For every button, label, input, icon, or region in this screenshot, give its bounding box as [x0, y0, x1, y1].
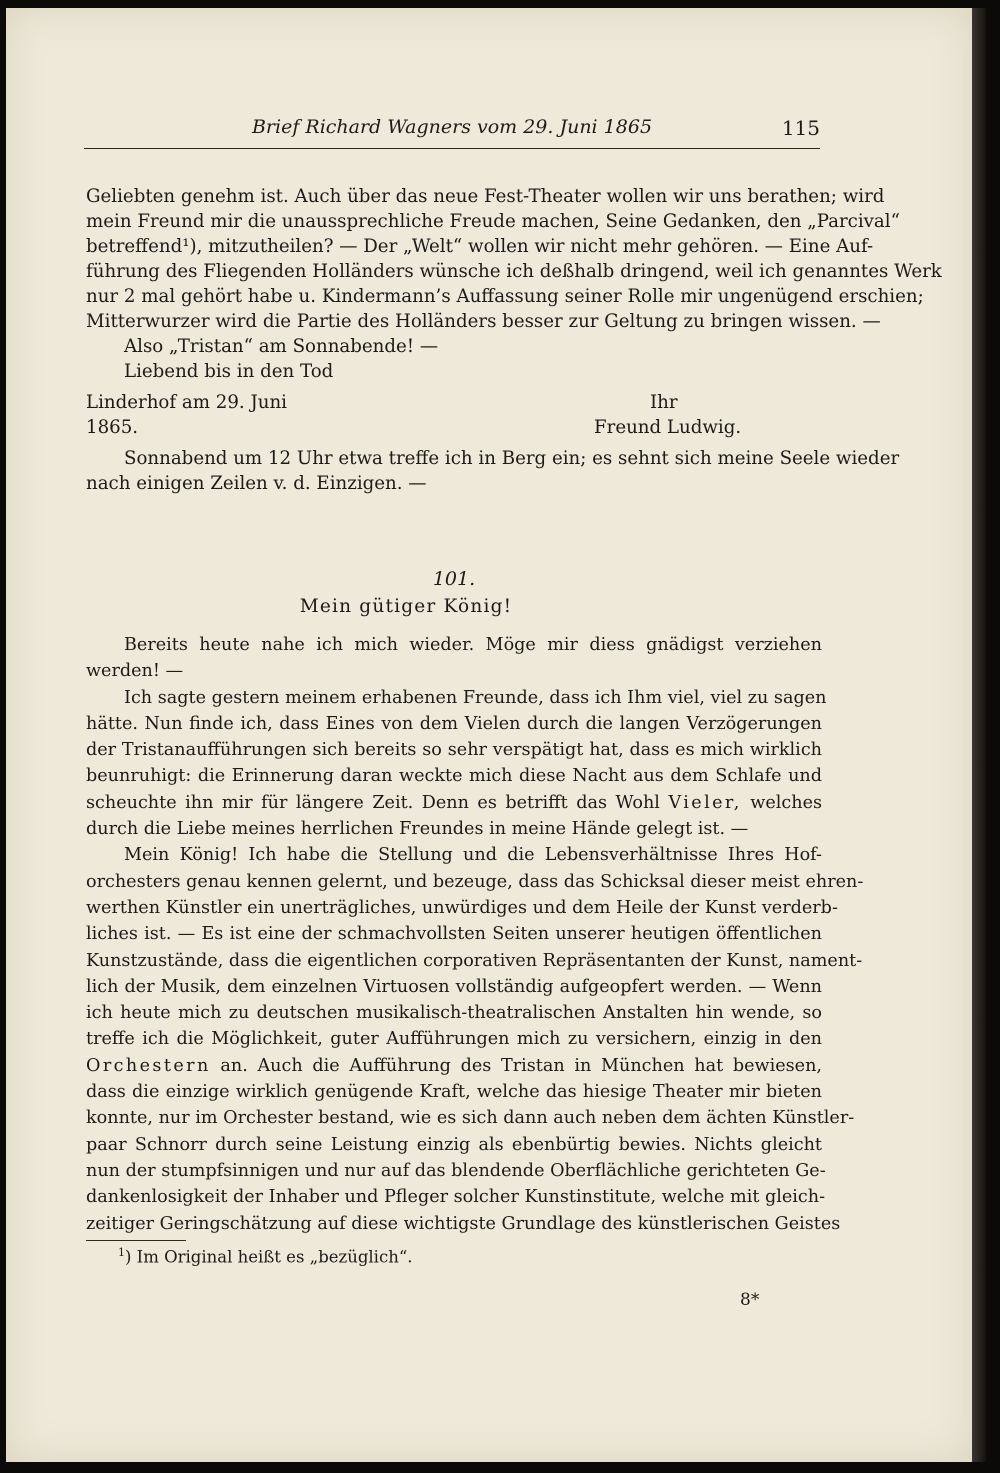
letter-number: 101.: [432, 568, 476, 590]
printer-signature-mark: 8*: [740, 1290, 760, 1310]
text-line: liches ist. — Es ist eine der schmachvollsten Seiten unserer heutigen öffentlichen: [86, 924, 822, 945]
place-date-row: [86, 390, 822, 415]
text-line: durch die Liebe meines herrlichen Freundes in meine Hände gelegt ist. —: [86, 819, 749, 840]
text-line: Geliebten genehm ist. Auch über das neue Fest-Theater wollen wir uns berathen; wird: [86, 186, 885, 207]
king-letter: [86, 184, 942, 496]
signature-name: Freund Ludwig.: [594, 417, 742, 438]
text-line: nun der stumpfsinnigen und nur auf das blendende Oberflächliche gerichteten Ge-: [86, 1160, 826, 1181]
running-header: [84, 114, 820, 149]
page-edge: [972, 8, 986, 1462]
wagner-letter: [86, 632, 864, 1237]
text-line: führung des Fliegenden Holländers wünsche ich deßhalb dringend, weil ich genanntes Werk: [86, 261, 942, 282]
page-number: 115: [781, 116, 820, 140]
footnote-text: ) Im Original heißt es „bezüglich“.: [125, 1247, 413, 1267]
place-date: Linderhof am 29. Juni: [86, 392, 287, 413]
text-line: paar Schnorr durch seine Leistung einzig als ebenbürtig bewies. Nichts gleicht: [86, 1134, 822, 1155]
closing-line: Liebend bis in den Tod: [124, 361, 334, 382]
text-line: werden! —: [86, 661, 184, 682]
closing-line: Also „Tristan“ am Sonnabende! —: [124, 336, 439, 357]
text-run: an. Auch die Aufführung des Tristan in München hat bewiesen,: [220, 1055, 822, 1076]
text-run: scheuchte ihn mir für längere Zeit. Denn es betrifft das Wohl: [86, 792, 660, 813]
emphasis-spaced: Orchestern: [86, 1055, 211, 1076]
text-line: der Tristanaufführungen sich bereits so sehr verspätigt hat, dass es mich wirklich: [86, 740, 822, 761]
text-line: [86, 1053, 822, 1079]
text-line: dass die einzige wirklich genügende Kraft, welche das hiesige Theater mir bieten: [86, 1082, 822, 1103]
text-line: Ich sagte gestern meinem erhabenen Freunde, dass ich Ihm viel, viel zu sagen: [124, 687, 827, 708]
text-line: hätte. Nun finde ich, dass Eines von dem Vielen durch die langen Verzögerungen: [86, 713, 822, 734]
text-line: Mein König! Ich habe die Stellung und die Lebensverhältnisse Ihres Hof-: [124, 845, 822, 866]
text-line: Mitterwurzer wird die Partie des Holländers besser zur Geltung zu bringen wissen. —: [86, 311, 881, 332]
text-line: dankenlosigkeit der Inhaber und Pfleger solcher Kunstinstitute, welche mit gleich-: [86, 1187, 826, 1208]
text-line: lich der Musik, dem einzelnen Virtuosen vollständig aufgeopfert werden. — Wenn: [86, 976, 822, 997]
text-line: orchesters genau kennen gelernt, und bezeuge, dass das Schicksal dieser meist ehren-: [86, 871, 864, 892]
postscript-line: nach einigen Zeilen v. d. Einzigen. —: [86, 473, 427, 494]
year-row: [86, 415, 822, 440]
text-line: [86, 790, 822, 816]
text-line: konnte, nur im Orchester bestand, wie es sich dann auch neben dem ächten Künstler-: [86, 1108, 855, 1129]
text-line: zeitiger Geringschätzung auf diese wichtigste Grundlage des künstlerischen Geistes: [86, 1213, 841, 1234]
text-line: betreffend¹), mitzutheilen? — Der „Welt“ wollen wir nicht mehr gehören. — Eine Auf-: [86, 236, 874, 257]
header-title: Brief Richard Wagners vom 29. Juni 1865: [251, 116, 653, 138]
footnote-rule: [86, 1240, 186, 1241]
text-line: Bereits heute nahe ich mich wieder. Möge mir diess gnädigst verziehen: [124, 635, 822, 655]
signature-ihr: Ihr: [650, 392, 678, 413]
footnote-marker: 1: [118, 1246, 125, 1259]
text-line: werthen Künstler ein unerträgliches, unwürdiges und dem Heile der Kunst verderb-: [86, 897, 838, 918]
text-line: mein Freund mir die unaussprechliche Freude machen, Seine Gedanken, den „Parcival“: [86, 211, 900, 232]
text-line: ich heute mich zu deutschen musikalisch-theatralischen Anstalten hin wende, so: [86, 1003, 822, 1024]
emphasis-spaced: Vieler,: [668, 792, 742, 813]
text-line: treffe ich die Möglichkeit, guter Aufführungen mich zu versichern, einzig in den: [86, 1029, 822, 1050]
text-line: nur 2 mal gehört habe u. Kindermann’s Auffassung seiner Rolle mir ungenügend erschien;: [86, 286, 924, 307]
footnote: [118, 1246, 413, 1267]
salutation: Mein gütiger König!: [299, 596, 513, 617]
text-run: welches: [750, 792, 823, 813]
text-line: Kunstzustände, dass die eigentlichen corporativen Repräsentanten der Kunst, nament-: [86, 950, 863, 971]
text-line: beunruhigt: die Erinnerung daran weckte mich diese Nacht aus dem Schlafe und: [86, 766, 822, 787]
postscript-line: Sonnabend um 12 Uhr etwa treffe ich in Berg ein; es sehnt sich meine Seele wieder: [124, 448, 900, 469]
year: 1865.: [86, 417, 139, 438]
